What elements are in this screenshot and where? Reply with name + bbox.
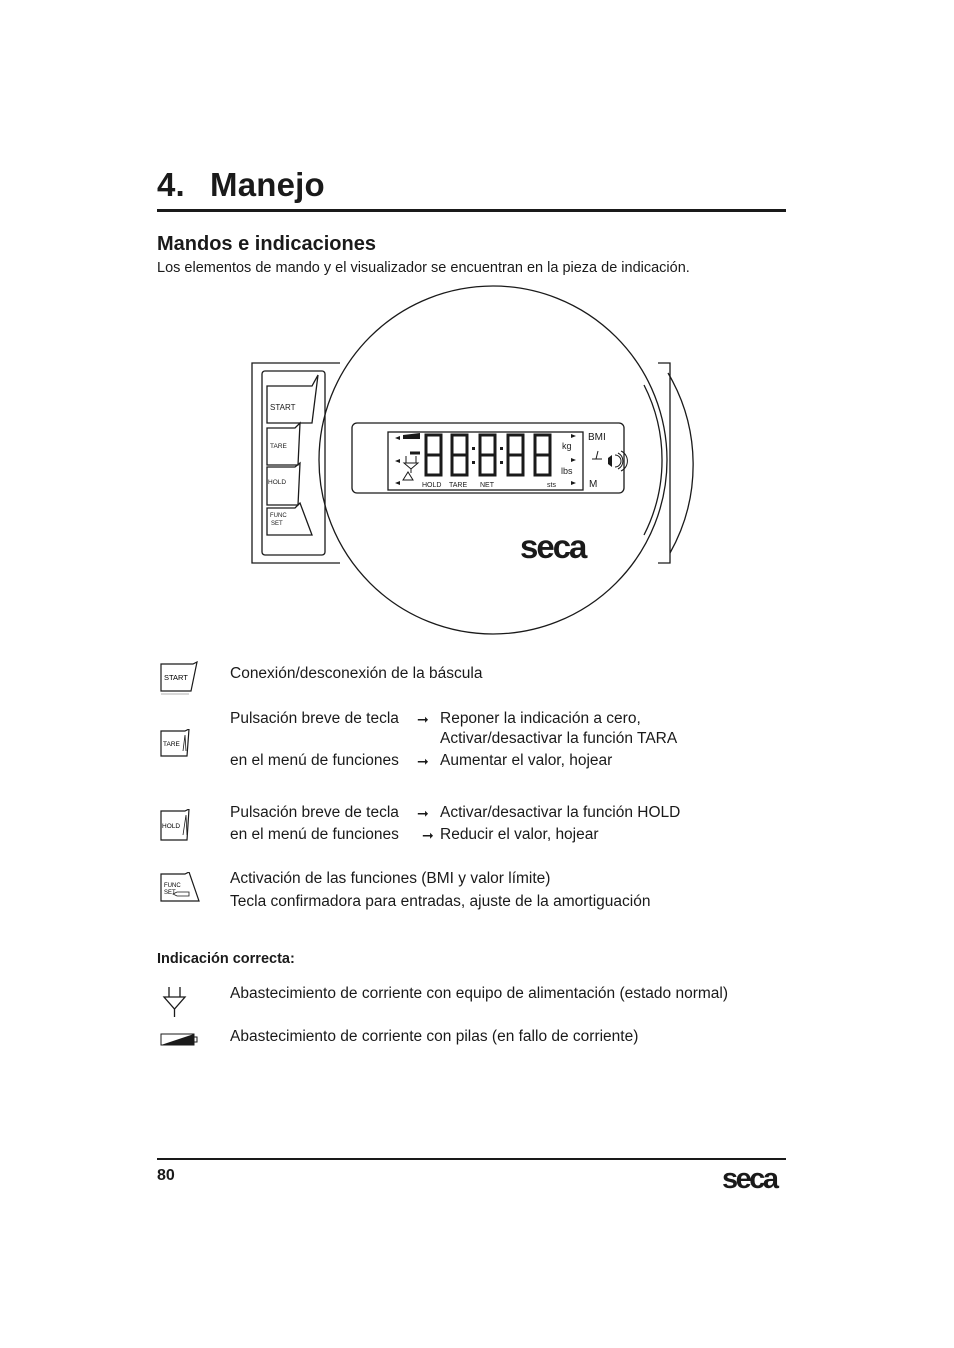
hold-key-label: HOLD [162, 823, 181, 830]
device-limit-icon [592, 451, 602, 459]
device-warning-icon [403, 472, 413, 480]
chapter-number: 4. [157, 166, 185, 203]
device-start-key: START [270, 403, 296, 412]
tare-short-press-result-2: Activar/desactivar la función TARA [440, 730, 678, 747]
seven-segment-digits [410, 435, 550, 475]
device-tare-label: TARE [449, 482, 468, 489]
device-hold-label: HOLD [422, 482, 442, 489]
device-set-key: SET [271, 521, 283, 527]
indication-title: Indicación correcta: [157, 951, 295, 967]
start-key-label: START [164, 673, 188, 682]
hold-menu-label: en el menú de funciones [230, 826, 399, 843]
title-rule [157, 209, 786, 212]
device-logo: seca [520, 528, 586, 565]
footer-logo: seca [722, 1163, 777, 1195]
device-sts-label: sts [547, 482, 556, 489]
func-set-description-2: Tecla confirmadora para entradas, ajuste de la amortiguación [230, 893, 651, 910]
indication-mains-text: Abastecimiento de corriente con equipo de alimentación (estado normal) [230, 985, 729, 1002]
func-set-key-icon [159, 872, 201, 904]
device-plug-icon [404, 456, 418, 473]
device-bmi-label: BMI [588, 432, 606, 443]
device-net-label: NET [480, 482, 494, 489]
section-title: Mandos e indicaciones [157, 233, 376, 255]
tare-key-label: TARE [163, 741, 180, 748]
tare-short-press-result-1: Reponer la indicación a cero, [440, 710, 641, 727]
footer-rule [157, 1158, 786, 1160]
hold-short-press-result: Activar/desactivar la función HOLD [440, 804, 681, 821]
start-key-icon [159, 661, 199, 695]
arrow-right-icon: ➞ [417, 711, 429, 727]
page-number: 80 [157, 1167, 175, 1184]
tare-key-icon [159, 729, 193, 759]
device-tare-key: TARE [270, 443, 287, 450]
tare-short-press-label: Pulsación breve de tecla [230, 710, 399, 727]
device-hold-key: HOLD [268, 479, 287, 486]
power-plug-icon [161, 985, 189, 1019]
tare-menu-result: Aumentar el valor, hojear [440, 752, 613, 769]
device-buzzer-icon [615, 451, 627, 471]
device-battery-icon [403, 433, 420, 439]
battery-icon [160, 1033, 200, 1047]
arrow-right-icon: ➞ [422, 827, 434, 843]
hold-key-icon [159, 809, 193, 843]
device-unit-lbs: lbs [561, 466, 573, 476]
chapter-name: Manejo [210, 166, 325, 203]
section-intro: Los elementos de mando y el visualizador se encuentran en la pieza de indicación. [157, 260, 690, 276]
set-key-label: SET [164, 890, 176, 896]
tare-menu-label: en el menú de funciones [230, 752, 399, 769]
device-unit-kg: kg [562, 441, 572, 451]
func-key-label: FUNC [164, 883, 181, 889]
arrow-right-icon: ➞ [417, 753, 429, 769]
hold-short-press-label: Pulsación breve de tecla [230, 804, 399, 821]
arrow-right-icon: ➞ [417, 805, 429, 821]
device-func-key: FUNC [270, 513, 287, 519]
scale-display-illustration [240, 283, 700, 643]
start-description: Conexión/desconexión de la báscula [230, 665, 483, 682]
hold-menu-result: Reducir el valor, hojear [440, 826, 599, 843]
device-memory-label: M [589, 479, 598, 490]
chapter-title [157, 166, 325, 204]
func-set-description-1: Activación de las funciones (BMI y valor límite) [230, 870, 551, 887]
indication-battery-text: Abastecimiento de corriente con pilas (en fallo de corriente) [230, 1028, 639, 1045]
